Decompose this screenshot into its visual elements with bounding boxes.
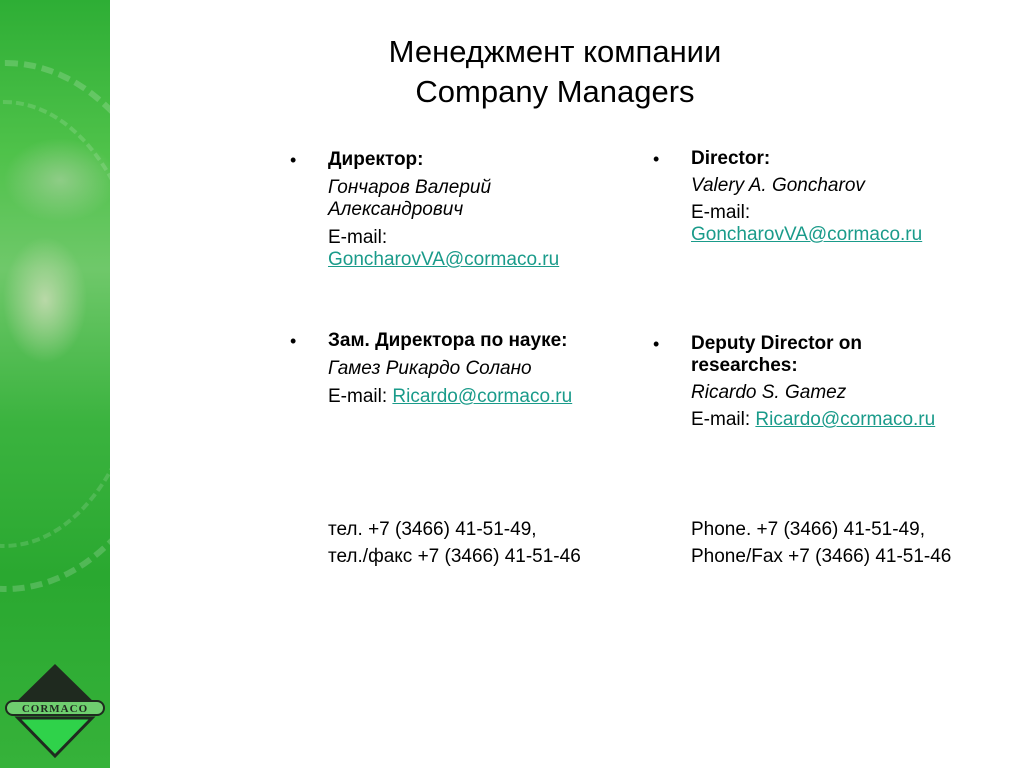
bullet: •: [653, 334, 660, 354]
ru-phone: тел. +7 (3466) 41-51-49,: [328, 519, 537, 540]
cormaco-logo: [4, 660, 106, 760]
logo-text: CORMACO: [21, 703, 89, 715]
en-director-block: [653, 148, 991, 246]
title-ru: Менеджмент компании: [388, 34, 722, 69]
ru-deputy-email-label: E-mail:: [328, 386, 388, 407]
en-phone-fax: Phone/Fax +7 (3466) 41-51-46: [691, 546, 952, 567]
bullet: •: [653, 149, 660, 169]
en-contacts: [691, 519, 1011, 568]
en-deputy-email-link[interactable]: Ricardo@cormaco.ru: [755, 409, 936, 430]
ru-contacts: [328, 519, 638, 568]
bullet: •: [290, 331, 297, 351]
en-director-name: Valery A. Goncharov: [691, 175, 865, 196]
page-title: [330, 32, 780, 112]
ru-director-label: Директор:: [328, 149, 424, 170]
ru-deputy-name: Гамез Рикардо Солано: [328, 358, 532, 379]
en-deputy-label: Deputy Director on researches:: [691, 333, 863, 376]
en-deputy-email-label: E-mail:: [691, 409, 751, 430]
ru-director-email-label: E-mail:: [328, 227, 388, 248]
en-director-email-link[interactable]: GoncharovVA@cormaco.ru: [691, 224, 923, 245]
ru-director-email-link[interactable]: GoncharovVA@cormaco.ru: [328, 249, 560, 270]
en-director-label: Director:: [691, 148, 771, 169]
sidebar-ring-pattern-inner: [0, 100, 110, 548]
en-phone: Phone. +7 (3466) 41-51-49,: [691, 519, 925, 540]
ru-deputy-label: Зам. Директора по науке:: [328, 330, 568, 351]
en-director-email-label: E-mail:: [691, 202, 751, 223]
ru-deputy-block: [290, 330, 628, 408]
ru-director-block: [290, 149, 628, 271]
en-deputy-block: [653, 333, 991, 431]
bullet: •: [290, 150, 297, 170]
ru-deputy-email-link[interactable]: Ricardo@cormaco.ru: [392, 386, 573, 407]
en-deputy-name: Ricardo S. Gamez: [691, 382, 847, 403]
ru-phone-fax: тел./факс +7 (3466) 41-51-46: [328, 546, 581, 567]
ru-director-name: Гончаров Валерий Александрович: [328, 177, 492, 220]
decorative-sidebar: [0, 0, 110, 768]
title-en: Company Managers: [415, 74, 695, 109]
